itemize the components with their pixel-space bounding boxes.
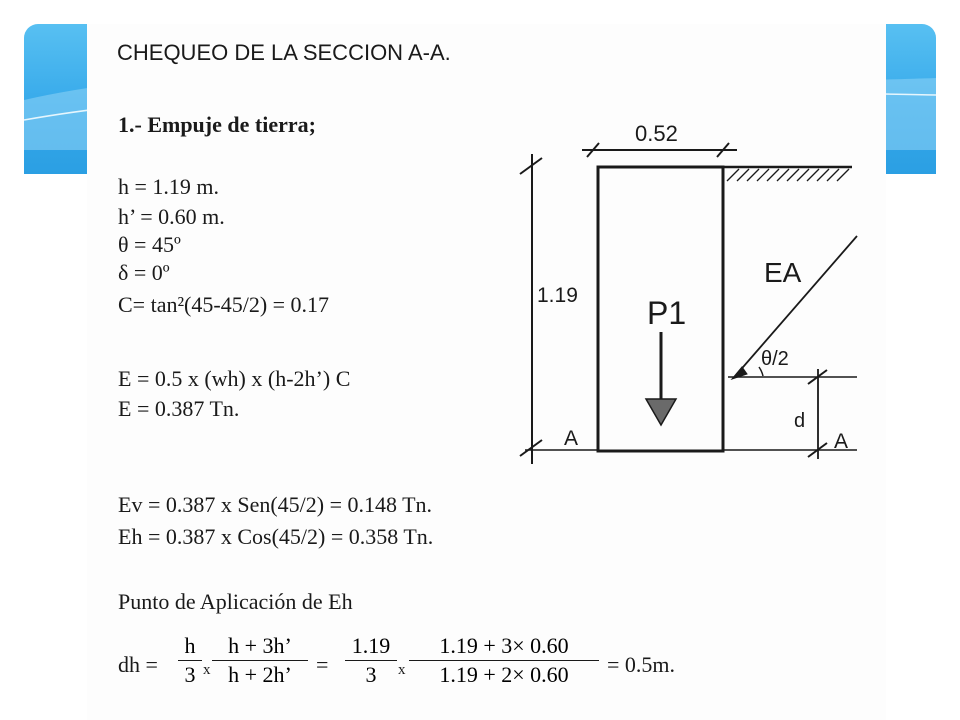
fraction-numerator: h + 3h’	[212, 632, 308, 661]
param-c: C= tan²(45-45/2) = 0.17	[118, 292, 330, 317]
angle-label: θ/2	[761, 348, 789, 370]
fraction-numerator: h	[178, 632, 202, 661]
load-arrow-head	[646, 399, 676, 425]
retaining-wall-diagram	[87, 24, 886, 720]
fraction-denominator: 1.19 + 2× 0.60	[439, 662, 569, 687]
component-ev: Ev = 0.387 x Sen(45/2) = 0.148 Tn.	[118, 492, 433, 517]
scanned-document	[87, 24, 886, 720]
ground-hatching	[727, 169, 849, 181]
empuje-result: E = 0.387 Tn.	[118, 396, 240, 421]
document-heading: CHEQUEO DE LA SECCION A-A.	[117, 40, 451, 65]
times-sign-2: x	[398, 662, 406, 678]
section-title: 1.- Empuje de tierra;	[118, 112, 316, 137]
earth-pressure-label: EA	[764, 257, 802, 288]
equals-sign: =	[316, 652, 329, 677]
component-eh: Eh = 0.387 x Cos(45/2) = 0.358 Tn.	[118, 524, 434, 549]
height-label: 1.19	[537, 284, 578, 307]
empuje-formula: E = 0.5 x (wh) x (h-2h’) C	[118, 366, 351, 391]
d-label: d	[794, 410, 806, 432]
param-theta: θ = 45º	[118, 232, 181, 257]
fraction-denominator: h + 2h’	[228, 662, 292, 687]
width-label: 0.52	[635, 121, 678, 146]
param-delta: δ = 0º	[118, 260, 170, 285]
section-right-label: A	[834, 430, 849, 453]
fraction-denominator: 3	[184, 662, 196, 687]
fraction-denominator: 3	[365, 662, 377, 687]
punto-title: Punto de Aplicación de Eh	[118, 589, 353, 614]
times-sign-1: x	[203, 662, 211, 678]
section-left-label: A	[564, 427, 579, 450]
param-h-prime: h’ = 0.60 m.	[118, 204, 225, 229]
fraction-numerator: 1.19 + 3× 0.60	[409, 632, 599, 661]
load-label: P1	[647, 295, 687, 331]
fraction-numerator: 1.19	[345, 632, 397, 661]
formula-lhs: dh =	[118, 652, 158, 677]
formula-result: = 0.5m.	[607, 652, 676, 677]
param-h: h = 1.19 m.	[118, 174, 220, 199]
